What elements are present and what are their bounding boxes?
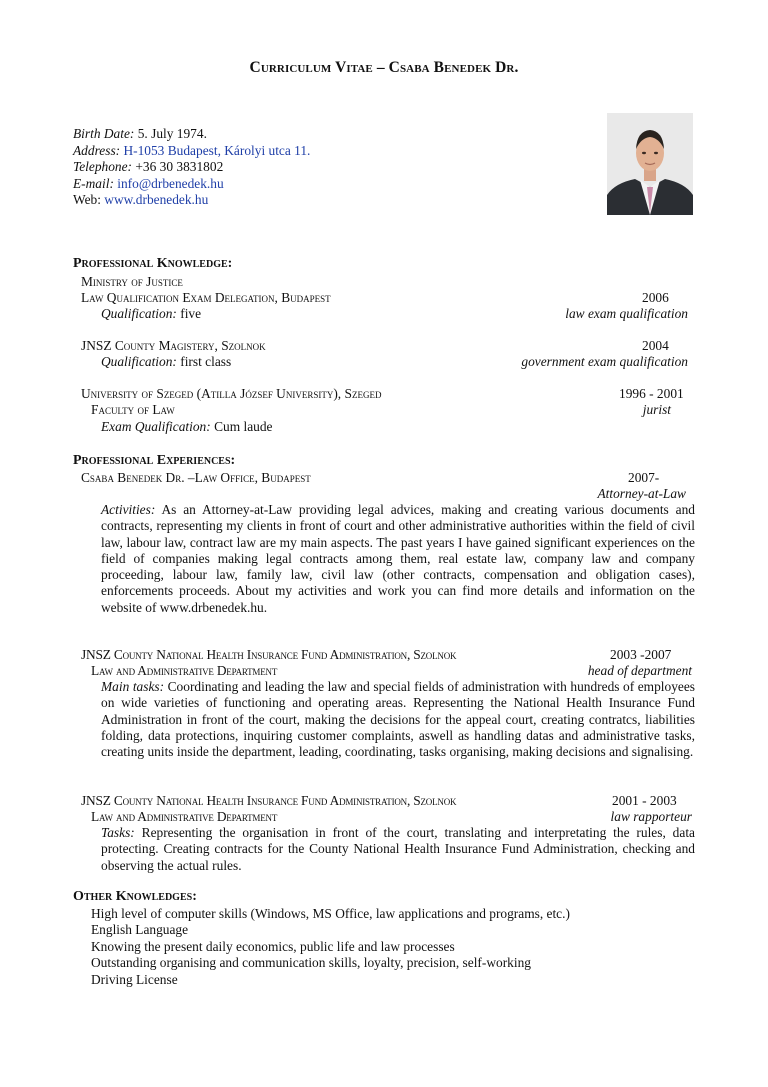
jnsz-magistery-row	[0, 338, 768, 355]
profile-photo	[607, 113, 693, 215]
job1-org: Csaba Benedek Dr. –Law Office, Budapest	[81, 470, 311, 485]
faculty-row	[0, 402, 768, 419]
job1-role-row	[0, 486, 768, 503]
job3-row	[0, 793, 768, 810]
jnsz-magistery-org: JNSZ County Magistery, Szolnok	[81, 338, 266, 353]
portrait-image	[607, 113, 693, 215]
job3-label: Tasks:	[101, 825, 135, 840]
job1-description	[101, 502, 695, 616]
birth-date-label: Birth Date:	[73, 126, 135, 141]
address-label: Address:	[73, 142, 121, 158]
jnsz-qual-label: Qualification:	[101, 354, 177, 369]
list-item: Driving License	[91, 971, 178, 987]
email-link[interactable]: info@drbenedek.hu	[117, 175, 224, 191]
job1-row	[0, 470, 768, 487]
law-exam-org: Law Qualification Exam Delegation, Budapest	[81, 290, 331, 305]
list-item: Outstanding organising and communication skills, loyalty, precision, self-working	[91, 955, 531, 971]
law-exam-type: law exam qualification	[565, 306, 688, 321]
job2-text: Coordinating and leading the law and special fields of administration with hundreds of employees on wide varieties of functioning and operating areas. Representing the National Health Insurance Fund Administration in front of the court, making the decisions for the appeal court, creating contratcs, liabilities folding, data protections, inquiring customer complaints, aswell as handling datas and administrative tasks, creating units inside the department, leading, coordinating, tasks organising, making decisions and signalising.	[101, 679, 695, 760]
job1-text: As an Attorney-at-Law providing legal advices, making and creating various documents and contracts, representing my clients in front of court and other administrative authorities within the field of civil law, labour law, contract law are my main aspects. The past years I have gained significant experiences on the field of companies making legal contracts among them, real estate law, company law and company proceeding, labour law, family law, civil law (other contracts, compensation and obligation cases), enforcements proceeds. About my activities and work you can find more details and information on the website of www.drbenedek.hu.	[101, 502, 695, 615]
university-qual-value: Cum laude	[214, 419, 273, 434]
job2-row	[0, 647, 768, 664]
faculty-name: Faculty of Law	[91, 402, 175, 417]
telephone-line	[73, 159, 310, 176]
university-qual-label: Exam Qualification:	[101, 419, 211, 434]
birth-date-value: 5. July 1974.	[137, 126, 207, 141]
job3-description	[101, 825, 695, 874]
university-row	[0, 386, 768, 403]
job2-dept-row	[0, 663, 768, 680]
job3-dept: Law and Administrative Department	[91, 809, 278, 824]
job3-text: Representing the organisation in front of the court, translating and interpretating the rules, data protecting. Creating contracts for the County National Health Insurance Fund Administration, checking and observing the actual rules.	[101, 825, 695, 873]
jnsz-qual-row	[0, 354, 768, 371]
web-link[interactable]: www.drbenedek.hu	[104, 192, 209, 208]
law-exam-qual-row	[0, 306, 768, 323]
ministry-name: Ministry of Justice	[81, 274, 183, 289]
web-label: Web:	[73, 192, 101, 208]
list-item: English Language	[91, 922, 189, 938]
job1-label: Activities:	[101, 502, 156, 517]
job2-role: head of department	[587, 663, 692, 678]
birth-date-line	[73, 126, 310, 143]
job3-org: JNSZ County National Health Insurance Fund Administration, Szolnok	[81, 793, 457, 808]
other-heading: Other Knowledges:	[73, 889, 197, 904]
web-line	[73, 192, 310, 209]
jnsz-qual-value: first class	[180, 354, 232, 369]
job2-label: Main tasks:	[101, 679, 165, 694]
law-exam-row	[0, 290, 768, 307]
university-org: University of Szeged (Atilla József University), Szeged	[81, 386, 382, 401]
job3-role: law rapporteur	[610, 809, 692, 824]
personal-info	[73, 126, 310, 209]
jnsz-magistery-year: 2004	[642, 338, 669, 353]
faculty-role: jurist	[642, 402, 671, 417]
knowledge-heading: Professional Knowledge:	[73, 256, 233, 271]
jnsz-qual-type: government exam qualification	[521, 354, 688, 369]
job2-dept: Law and Administrative Department	[91, 663, 278, 678]
email-label: E-mail:	[73, 175, 114, 191]
job1-years: 2007-	[628, 470, 660, 485]
job2-org: JNSZ County National Health Insurance Fund Administration, Szolnok	[81, 647, 457, 662]
telephone-label: Telephone:	[73, 159, 133, 175]
other-list	[91, 906, 570, 988]
telephone-value: +36 30 3831802	[135, 159, 224, 175]
list-item: Knowing the present daily economics, public life and law processes	[91, 938, 455, 954]
job1-role: Attorney-at-Law	[597, 486, 686, 501]
address-line	[73, 143, 310, 160]
law-exam-qual-label: Qualification:	[101, 306, 177, 321]
ministry-row	[0, 274, 768, 291]
job2-years: 2003 -2007	[610, 647, 672, 662]
cv-title: Curriculum Vitae – Csaba Benedek Dr.	[249, 59, 519, 76]
law-exam-year: 2006	[642, 290, 669, 305]
university-years: 1996 - 2001	[619, 386, 684, 401]
list-item: High level of computer skills (Windows, MS Office, law applications and programs, etc.)	[91, 906, 570, 921]
address-link[interactable]: H-1053 Budapest, Károlyi utca 11.	[123, 142, 311, 158]
job2-description	[101, 679, 695, 760]
job3-dept-row	[0, 809, 768, 826]
job3-years: 2001 - 2003	[612, 793, 677, 808]
university-qual-row	[0, 419, 768, 436]
law-exam-qual-value: five	[180, 306, 202, 321]
experience-heading: Professional Experiences:	[73, 453, 236, 468]
email-line	[73, 176, 310, 193]
